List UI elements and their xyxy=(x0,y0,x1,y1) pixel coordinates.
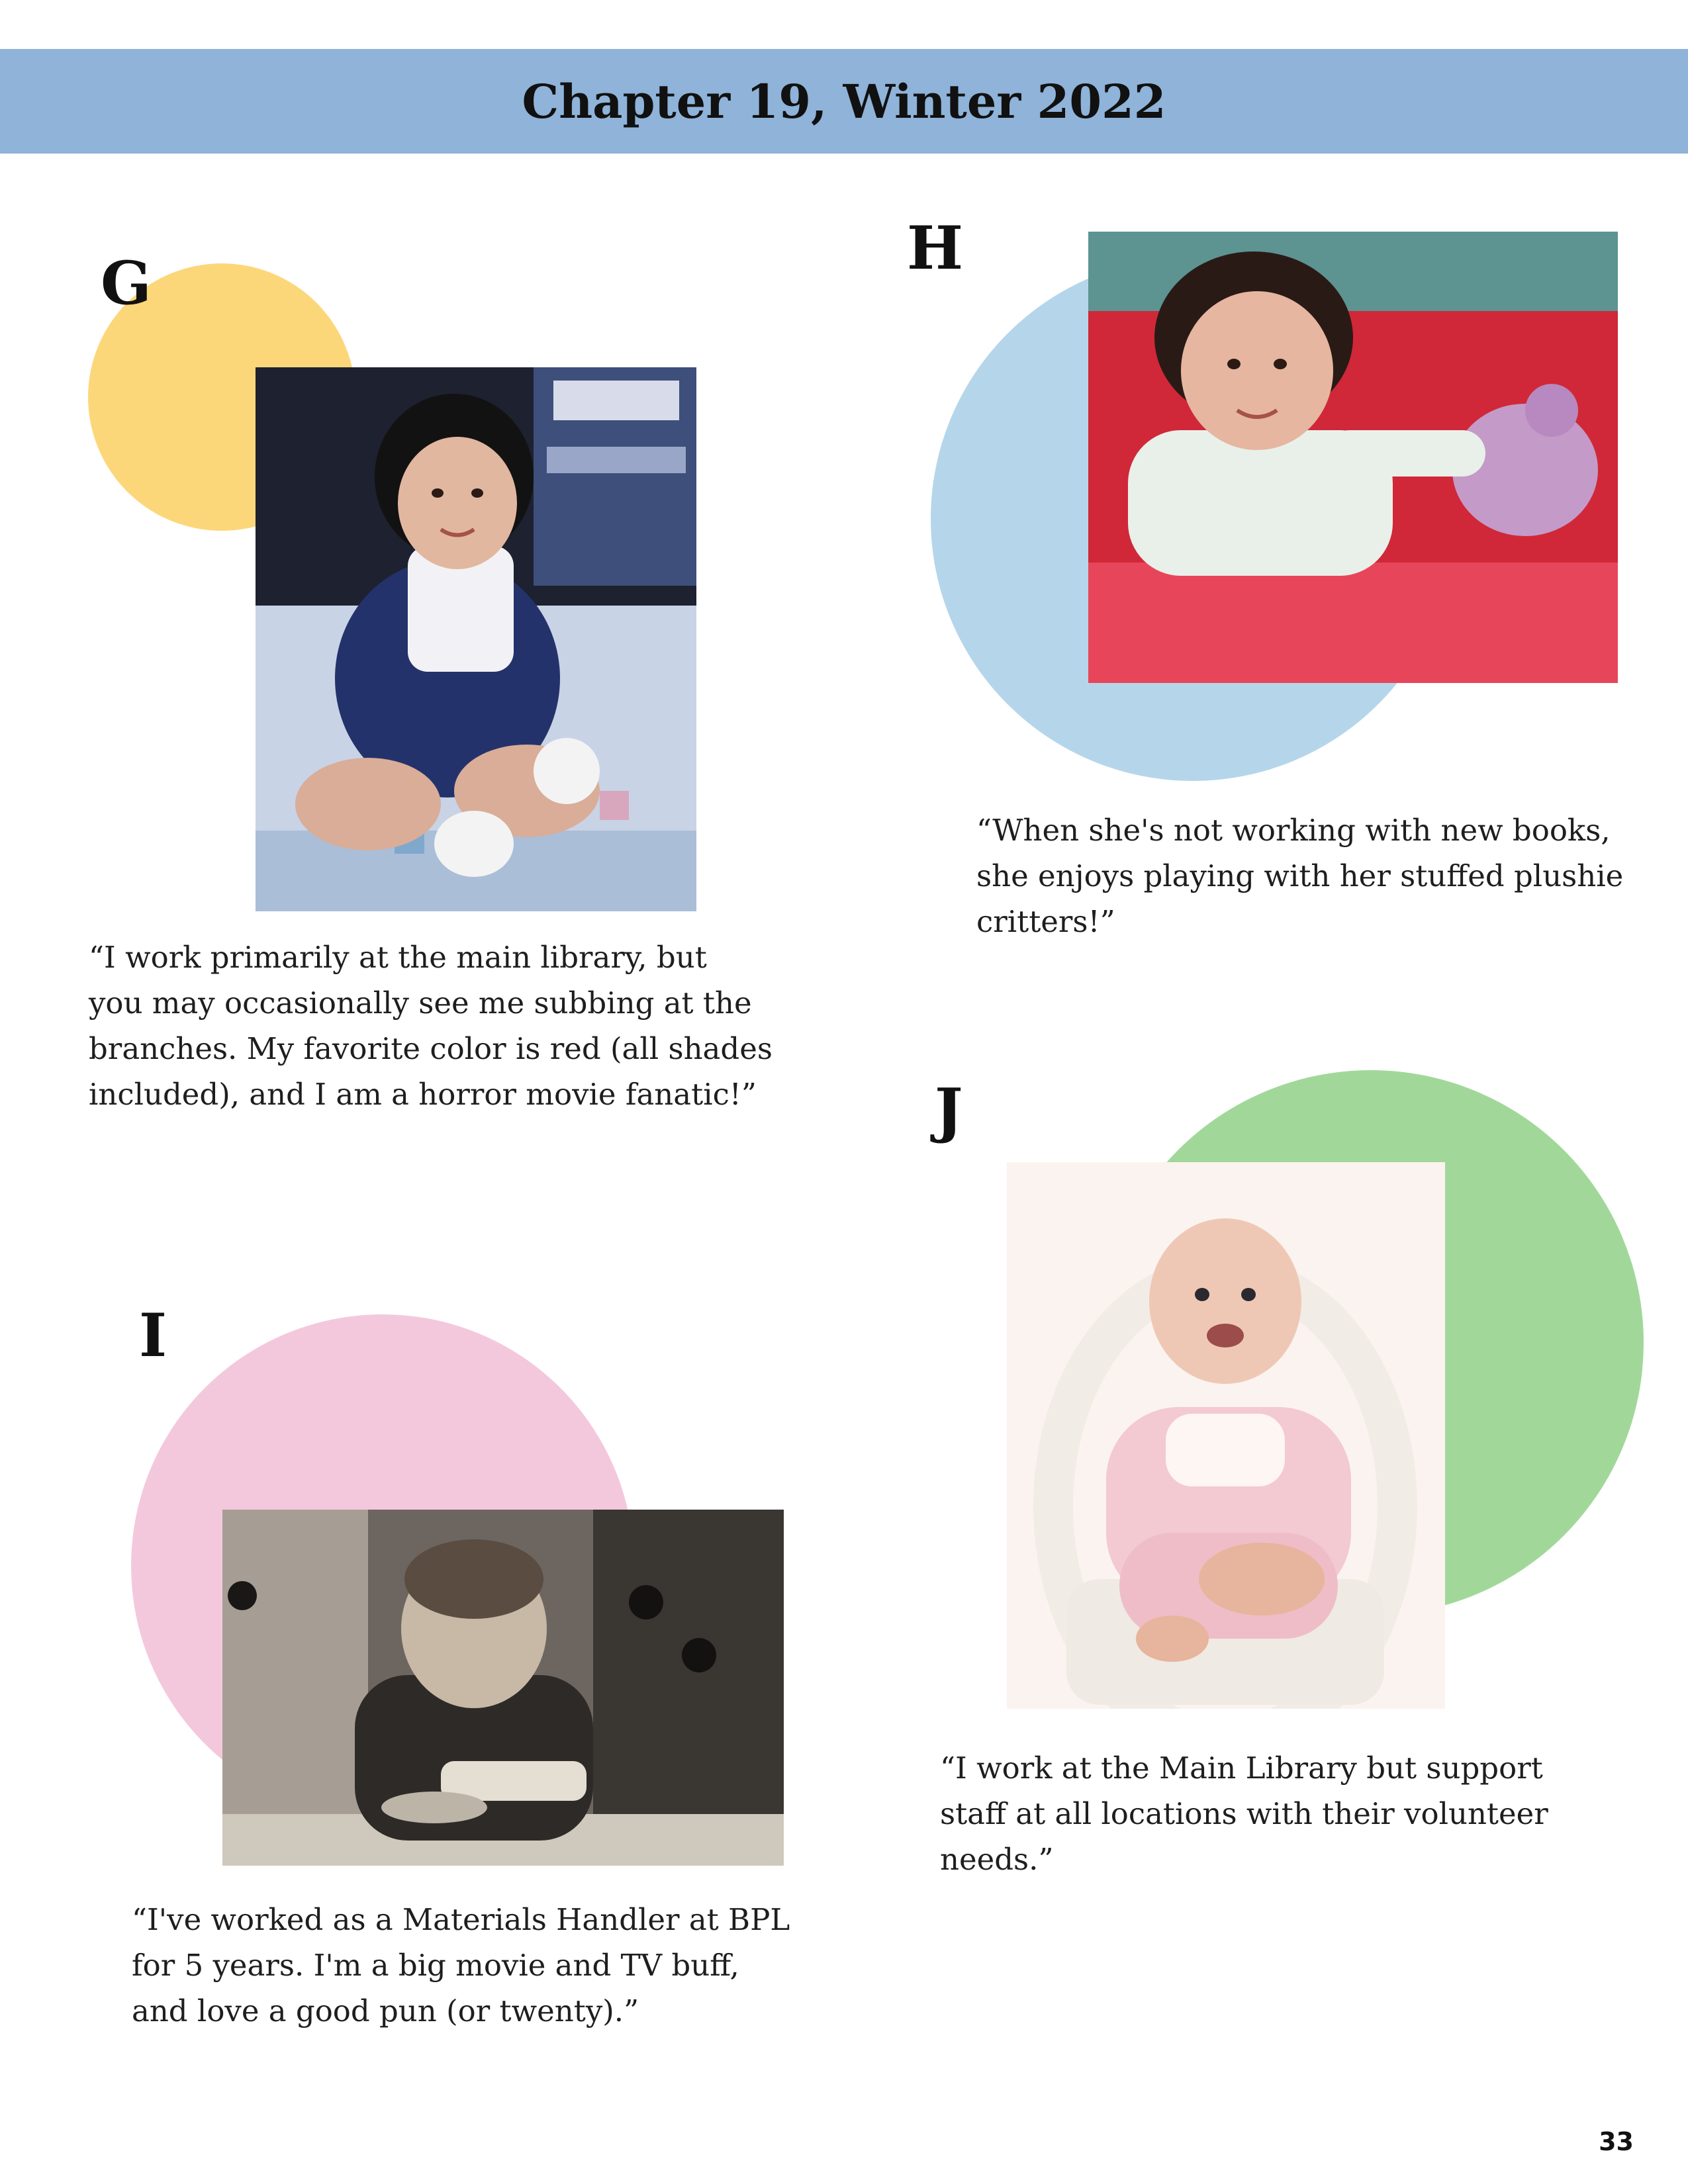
quote-line: for 5 years. I'm a big movie and TV buff, xyxy=(132,1948,739,1983)
photo-i xyxy=(222,1510,784,1866)
quote-h xyxy=(976,807,1623,944)
quote-line: “I work at the Main Library but support xyxy=(940,1751,1543,1786)
chapter-banner xyxy=(0,49,1688,154)
quote-i xyxy=(132,1897,790,2034)
quote-line: staff at all locations with their volunteer xyxy=(940,1796,1548,1831)
quote-j xyxy=(940,1745,1548,1882)
quote-line: branches. My favorite color is red (all shades xyxy=(89,1031,773,1066)
quote-line: she enjoys playing with her stuffed plushie xyxy=(976,858,1624,893)
quote-line: critters!” xyxy=(976,904,1115,939)
letter-h: H xyxy=(907,213,964,283)
quote-g xyxy=(89,934,773,1117)
quote-line: “I work primarily at the main library, but xyxy=(89,940,707,975)
photo-h xyxy=(1088,232,1618,683)
letter-g: G xyxy=(101,248,152,318)
letter-j: J xyxy=(935,1075,963,1146)
quote-line: and love a good pun (or twenty).” xyxy=(132,1993,639,2028)
quote-line: “I've worked as a Materials Handler at BPL xyxy=(132,1902,790,1937)
letter-i: I xyxy=(139,1300,167,1371)
photo-g xyxy=(256,367,696,911)
quote-line: needs.” xyxy=(940,1842,1054,1877)
quote-line: you may occasionally see me subbing at the xyxy=(89,985,752,1021)
quote-line: “When she's not working with new books, xyxy=(976,813,1611,848)
photo-j xyxy=(1007,1162,1445,1709)
page-title: Chapter 19, Winter 2022 xyxy=(522,73,1166,129)
page-number: 33 xyxy=(1599,2127,1634,2156)
quote-line: included), and I am a horror movie fanatic!” xyxy=(89,1077,757,1112)
